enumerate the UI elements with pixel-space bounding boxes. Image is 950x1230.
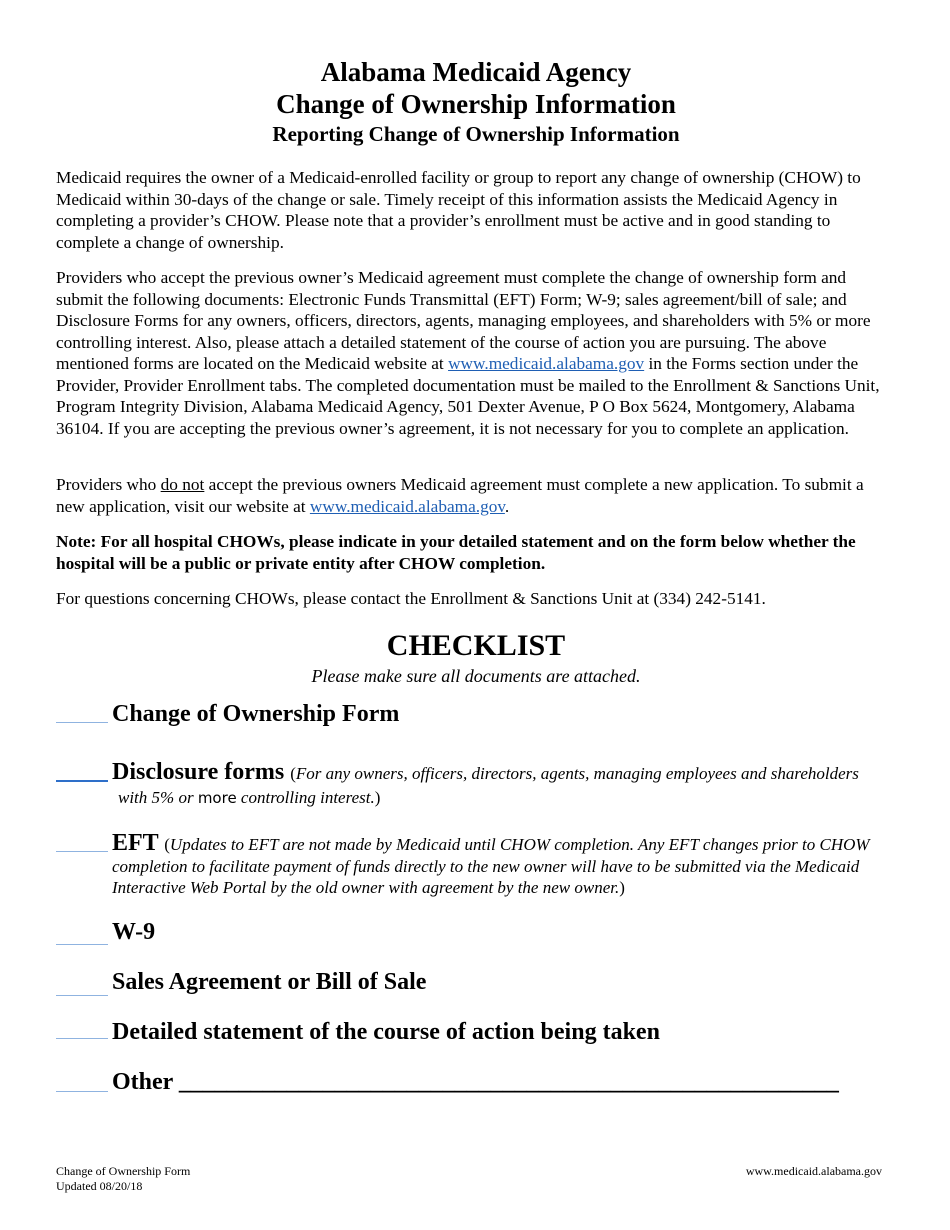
disclosure-note-b: with 5% or [118,788,198,807]
new-app-text-a: Providers who [56,475,161,494]
footer-website: www.medicaid.alabama.gov [745,1164,882,1178]
medicaid-website-link[interactable]: www.medicaid.alabama.gov [448,354,645,373]
sales-blank[interactable] [56,995,108,996]
disclosure-note-a: For any owners, officers, directors, agents, managing employees and shareholders [295,764,859,783]
footer-form-name: Change of Ownership Form [56,1164,191,1178]
requirements-text-a: Providers who accept the previous owner’s Medicaid agreement must complete the change of ownership form and submit the following documents: Electronic Funds Transmittal (EFT) Form; W-9; sales agreement/bill of sale; and Disclosure Forms for any owners, officers, directors, agents, managing employees, and shareholders with 5% or more controlling interest. Also, please attach a detailed statement of the course of action you are pursuing. The above mentioned forms are located on the Medicaid website at [56,268,871,373]
checklist-title: CHECKLIST [386,629,566,662]
do-not-underlined: do not [160,475,205,494]
eft-label: EFT (Updates to EFT are not made by Medicaid until CHOW completion. Any EFT changes prior to CHOW [112,830,870,856]
hospital-note: Note: For all hospital CHOWs, please indicate in your detailed statement and on the form below whether the hospital will be a public or private entity after CHOW completion. [56,532,856,573]
eft-title: EFT [112,830,159,856]
checklist-subtitle: Please make sure all documents are attached. [311,666,641,686]
sales-label: Sales Agreement or Bill of Sale [112,969,427,995]
eft-note-b: completion to facilitate payment of funds directly to the new owner will have to be submitted via the Medicaid [112,857,860,876]
disclosure-note-line2: with 5% or more controlling interest.) [118,788,381,807]
requirements-paragraph [56,267,896,439]
disclosure-note-more: more [197,789,237,807]
w9-label: W-9 [112,919,156,945]
other-label[interactable]: Other _______________________________________________________ [112,1069,839,1095]
new-application-paragraph [56,474,896,517]
disclosure-note-c: controlling interest. [236,788,375,807]
chow-form-blank[interactable] [56,722,108,723]
footer-updated: Updated 08/20/18 [56,1179,143,1193]
eft-note-line3: Interactive Web Portal by the old owner with agreement by the new owner.) [112,878,625,897]
eft-note-c: Interactive Web Portal by the old owner with agreement by the new owner. [112,878,620,897]
w9-blank[interactable] [56,944,108,945]
disclosure-label: Disclosure forms (For any owners, officers, directors, agents, managing employees and shareholders [112,759,859,785]
new-application-website-link[interactable]: www.medicaid.alabama.gov [309,496,505,516]
disclosure-blank[interactable] [56,780,108,782]
disclosure-title: Disclosure forms [112,759,285,785]
contact-paragraph: For questions concerning CHOWs, please contact the Enrollment & Sanctions Unit at (334) 242-5141. [56,589,766,608]
eft-blank[interactable] [56,851,108,852]
intro-paragraph: Medicaid requires the owner of a Medicaid-enrolled facility or group to report any change of ownership (CHOW) to Medicaid within 30-days of the change or sale. Timely receipt of this information assists the Medicaid Agency in completing a provider’s CHOW. Please note that a provider’s enrollment must be active and in good standing to complete a change of ownership. [56,168,861,252]
agency-title: Alabama Medicaid Agency [320,57,632,87]
other-blank[interactable] [56,1091,108,1092]
chow-form-label: Change of Ownership Form [112,701,400,727]
page-subtitle: Reporting Change of Ownership Information [272,122,680,146]
eft-note-a: Updates to EFT are not made by Medicaid until CHOW completion. Any EFT changes prior to CHOW [169,835,870,854]
new-app-text-b: accept the previous owners Medicaid agreement must complete a new application. To submit a new application, visit our website at [56,475,864,516]
requirements-text-b: in the Forms section under the Provider, Provider Enrollment tabs. The completed documentation must be mailed to the Enrollment & Sanctions Unit, Program Integrity Division, Alabama Medicaid Agency, 501 Dexter Avenue, P O Box 5624, Montgomery, Alabama 36104. If you are accepting the previous owner’s agreement, it is not necessary for you to complete an application. [56,354,880,438]
statement-label: Detailed statement of the course of action being taken [112,1019,660,1045]
statement-blank[interactable] [56,1038,108,1039]
new-app-text-c: . [504,496,510,516]
page-title: Change of Ownership Information [276,89,676,119]
